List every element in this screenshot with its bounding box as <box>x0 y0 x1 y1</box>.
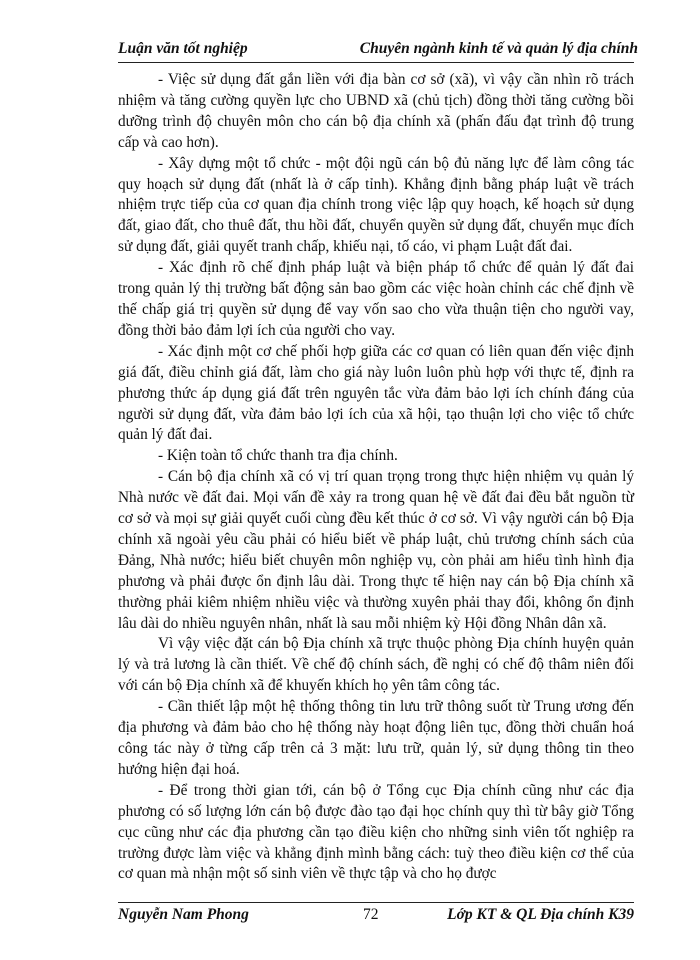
paragraph-4: - Xác định một cơ chế phối hợp giữa các cơ quan có liên quan đến việc định giá đất, điều chỉnh giá đất, làm cho giá này luôn luôn phù hợp với thực tế, định ra phương thức áp dụng giá đất trên nguyên tắc vừa đảm bảo lợi ích chính đáng của người sử dụng đất, vừa đảm bảo lợi ích của xã hội, tạo thuận lợi cho việc tổ chức quản lý đất đai. <box>118 342 634 444</box>
paragraph-3: - Xác định rõ chế định pháp luật và biện pháp tổ chức để quản lý đất đai trong quản lý thị trường bất động sản bao gồm các việc hoàn chỉnh các chế định về thế chấp giá trị quyền sử dụng để vay vốn sao cho vừa thuận tiện cho người vay, đồng thời bảo đảm lợi ích của người cho vay. <box>118 259 634 339</box>
paragraph-7: Vì vậy việc đặt cán bộ Địa chính xã trực thuộc phòng Địa chính huyện quản lý và trả lương là cần thiết. Về chế độ chính sách, đề nghị có chế độ thâm niên đối với cán bộ Địa chính xã để khuyến khích họ yên tâm công tác. <box>118 635 634 695</box>
paragraph-1: - Việc sử dụng đất gắn liền với địa bàn cơ sở (xã), vì vậy cần nhìn rõ trách nhiệm và tăng cường quyền lực cho UBND xã (chủ tịch) đồng thời tăng cường bồi dưỡng trình độ chuyên môn cho cán bộ địa chính xã (phấn đấu đạt trình độ trung cấp và cao hơn). <box>118 71 634 151</box>
footer-class: Lớp KT & QL Địa chính K39 <box>447 906 634 923</box>
page-header <box>118 40 638 58</box>
document-body <box>118 70 634 885</box>
paragraph-6: - Cán bộ địa chính xã có vị trí quan trọng trong thực hiện nhiệm vụ quản lý Nhà nước về đất đai. Mọi vấn đề xảy ra trong quan hệ về đất đai đều bắt nguồn từ cơ sở và mọi sự giải quyết cuối cùng đều kết thúc ở cơ sở. Vì vậy người cán bộ Địa chính xã ngoài yêu cầu phải có hiểu biết về pháp luật, chủ trương chính sách của Đảng, Nhà nước; hiểu biết chuyên môn nghiệp vụ, còn phải am hiểu tình hình địa phương và phải được ổn định lâu dài. Trong thực tế hiện nay cán bộ Địa chính xã thường phải kiêm nhiệm nhiều việc và thường xuyên phải thay đổi, không ổn định lâu dài do nhiều nguyên nhân, nhất là sau mỗi nhiệm kỳ Hội đồng Nhân dân xã. <box>118 468 634 632</box>
header-thesis-title: Luận văn tốt nghiệp <box>118 40 248 57</box>
footer-author: Nguyễn Nam Phong <box>118 906 249 923</box>
header-divider <box>118 62 634 63</box>
paragraph-2: - Xây dựng một tổ chức - một đội ngũ cán bộ đủ năng lực để làm công tác quy hoạch sử dụng đất (nhất là ở cấp tỉnh). Khẳng định bằng pháp luật về trách nhiệm trực tiếp của cơ quan địa chính trong việc lập quy hoạch, kế hoạch sử dụng đất, giao đất, cho thuê đất, thu hồi đất, chuyển quyền sử dụng đất, chuyển mục đích sử dụng đất, giải quyết tranh chấp, khiếu nại, tố cáo, vi phạm Luật đất đai. <box>118 154 634 256</box>
paragraph-8: - Cần thiết lập một hệ thống thông tin lưu trữ thông suốt từ Trung ương đến địa phương và đảm bảo cho hệ thống này hoạt động liên tục, đồng thời chuẩn hoá công tác này ở từng cấp trên cả 3 mặt: lưu trữ, quản lý, sử dụng thông tin theo hướng hiện đại hoá. <box>118 698 634 778</box>
paragraph-9: - Để trong thời gian tới, cán bộ ở Tổng cục Địa chính cũng như các địa phương có số lượng lớn cán bộ được đào tạo đại học chính quy thì từ bây giờ Tổng cục cũng như các địa phương cần tạo điều kiện cho những sinh viên tốt nghiệp ra trường được làm việc và khẳng định mình bằng cách: tuỳ theo điều kiện cơ thể của cơ quan mà nhận một số sinh viên về thực tập và cho họ được <box>118 781 634 883</box>
footer-divider <box>118 902 634 903</box>
header-major: Chuyên ngành kinh tế và quản lý địa chính <box>359 40 638 57</box>
paragraph-5: - Kiện toàn tổ chức thanh tra địa chính. <box>158 447 398 465</box>
page-number: 72 <box>363 906 379 923</box>
